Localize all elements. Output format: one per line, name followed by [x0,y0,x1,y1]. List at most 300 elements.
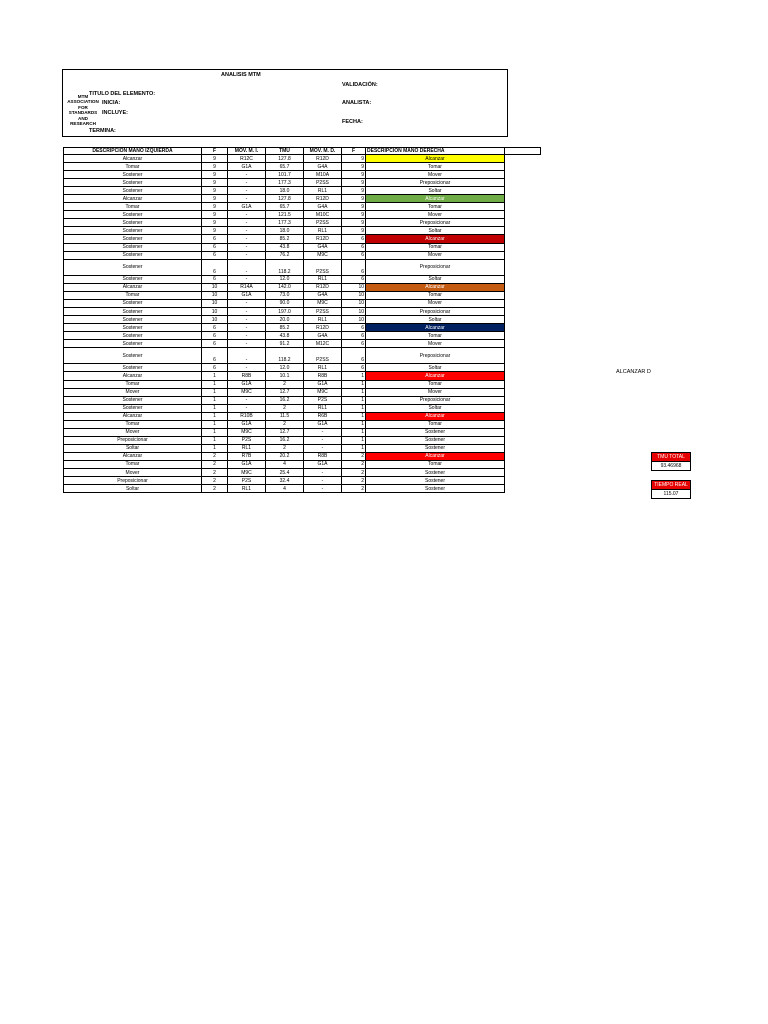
mov-mi-cell: - [228,227,266,235]
f-right-cell: 1 [342,436,366,444]
table-row [64,275,541,283]
f-right-cell: 6 [342,259,366,275]
right-hand-desc-cell: Soltar [366,227,505,235]
tmu-value-cell: 20.0 [266,316,304,324]
mov-md-cell: M12C [304,340,342,348]
f-left-cell: 1 [202,444,228,452]
mov-mi-cell: - [228,340,266,348]
mov-mi-cell: - [228,364,266,372]
blank-cell [505,412,541,420]
f-right-cell: 9 [342,203,366,211]
left-hand-desc-cell: Sostener [64,243,202,251]
mov-mi-cell: RL1 [228,444,266,452]
f-left-cell: 6 [202,340,228,348]
f-right-cell: 1 [342,428,366,436]
mov-mi-cell: G1A [228,380,266,388]
document-title: ANALISIS MTM [221,72,261,78]
f-left-cell: 1 [202,404,228,412]
blank-cell [505,155,541,163]
right-hand-desc-cell: Soltar [366,187,505,195]
f-right-cell: 9 [342,179,366,187]
table-row [64,299,541,307]
f-right-cell: 6 [342,364,366,372]
right-hand-desc-cell: Mover [366,299,505,307]
left-hand-desc-cell: Sostener [64,324,202,332]
table-row [64,227,541,235]
table-row [64,307,541,315]
f-right-cell: 1 [342,380,366,388]
tmu-value-cell: 4 [266,460,304,468]
mov-md-cell: G4A [304,163,342,171]
right-hand-desc-cell: Alcanzar [366,195,505,203]
blank-cell [505,324,541,332]
mov-mi-cell: - [228,235,266,243]
mov-md-cell: RL1 [304,404,342,412]
left-hand-desc-cell: Sostener [64,259,202,275]
tiempo-real-box [651,480,691,499]
table-row [64,195,541,203]
right-hand-desc-cell: Soltar [366,364,505,372]
f-right-cell: 9 [342,219,366,227]
tmu-value-cell: 18.0 [266,227,304,235]
right-hand-desc-cell: Sostener [366,428,505,436]
tmu-value-cell: 65.7 [266,203,304,211]
mov-md-cell: P2SS [304,348,342,364]
f-left-cell: 2 [202,477,228,485]
f-left-cell: 2 [202,469,228,477]
left-hand-desc-cell: Sostener [64,404,202,412]
mov-md-cell: - [304,444,342,452]
f-right-cell: 6 [342,235,366,243]
tmu-value-cell: 20.2 [266,452,304,460]
mov-md-cell: - [304,469,342,477]
blank-cell [505,332,541,340]
mov-md-cell: R12D [304,324,342,332]
mov-md-cell: M10A [304,171,342,179]
f-right-cell: 1 [342,420,366,428]
blank-cell [505,388,541,396]
fecha-label: FECHA: [342,119,363,125]
f-left-cell: 6 [202,324,228,332]
f-right-cell: 2 [342,477,366,485]
right-hand-desc-cell: Tomar [366,243,505,251]
f-left-cell: 10 [202,307,228,315]
right-hand-desc-cell: Tomar [366,203,505,211]
tmu-value-cell: 2 [266,420,304,428]
f-right-cell: 6 [342,340,366,348]
blank-cell [505,428,541,436]
table-row [64,340,541,348]
f-right-cell: 1 [342,444,366,452]
right-hand-desc-cell: Sostener [366,469,505,477]
blank-cell [505,316,541,324]
mov-md-cell: G1A [304,380,342,388]
table-row [64,485,541,493]
header-box [62,69,508,137]
table-row [64,324,541,332]
blank-cell [505,340,541,348]
f-right-cell: 2 [342,452,366,460]
left-hand-desc-cell: Tomar [64,291,202,299]
mov-mi-cell: - [228,299,266,307]
mov-md-cell: G4A [304,243,342,251]
mov-mi-cell: - [228,404,266,412]
f-left-cell: 6 [202,251,228,259]
table-row [64,187,541,195]
f-right-cell: 9 [342,171,366,179]
left-hand-desc-cell: Tomar [64,460,202,468]
f-right-cell: 6 [342,348,366,364]
tmu-value-cell: 177.3 [266,219,304,227]
f-right-cell: 6 [342,324,366,332]
right-hand-desc-cell: Alcanzar [366,324,505,332]
table-row [64,259,541,275]
mov-mi-cell: R10B [228,412,266,420]
f-left-cell: 1 [202,380,228,388]
tmu-value-cell: 12.7 [266,428,304,436]
col-header-tmu: TMU [266,148,304,155]
tmu-value-cell: 4 [266,485,304,493]
tmu-value-cell: 32.4 [266,477,304,485]
right-hand-desc-cell: Sostener [366,444,505,452]
right-hand-desc-cell: Preposicionar [366,179,505,187]
mov-md-cell: R12D [304,155,342,163]
left-hand-desc-cell: Sostener [64,227,202,235]
f-right-cell: 10 [342,307,366,315]
blank-cell [505,283,541,291]
blank-cell [505,203,541,211]
mov-mi-cell: - [228,324,266,332]
f-left-cell: 1 [202,388,228,396]
right-hand-desc-cell: Tomar [366,460,505,468]
f-left-cell: 9 [202,195,228,203]
table-row [64,388,541,396]
right-hand-desc-cell: Preposicionar [366,307,505,315]
f-left-cell: 1 [202,396,228,404]
f-right-cell: 2 [342,469,366,477]
left-hand-desc-cell: Alcanzar [64,372,202,380]
col-header-mov-md: MOV. M. D. [304,148,342,155]
tmu-value-cell: 101.7 [266,171,304,179]
right-hand-desc-cell: Mover [366,340,505,348]
blank-cell [505,364,541,372]
mov-mi-cell: M9C [228,469,266,477]
left-hand-desc-cell: Tomar [64,380,202,388]
mov-mi-cell: G1A [228,420,266,428]
right-hand-desc-cell: Preposicionar [366,396,505,404]
blank-cell [505,171,541,179]
blank-cell [505,227,541,235]
table-row [64,469,541,477]
table-row [64,171,541,179]
blank-cell [505,396,541,404]
left-hand-desc-cell: Preposicionar [64,436,202,444]
mov-md-cell: R8B [304,452,342,460]
mov-md-cell: M9C [304,251,342,259]
tmu-value-cell: 12.7 [266,388,304,396]
f-right-cell: 1 [342,396,366,404]
f-right-cell: 1 [342,388,366,396]
mov-md-cell: - [304,436,342,444]
table-row [64,436,541,444]
tmu-value-cell: 65.7 [266,163,304,171]
left-hand-desc-cell: Sostener [64,251,202,259]
f-left-cell: 9 [202,171,228,179]
mov-mi-cell: - [228,211,266,219]
blank-cell [505,195,541,203]
mov-md-cell: R8B [304,372,342,380]
col-header-blank [505,148,541,155]
tmu-value-cell: 2 [266,444,304,452]
mov-mi-cell: - [228,187,266,195]
mov-mi-cell: P2S [228,436,266,444]
f-left-cell: 6 [202,259,228,275]
blank-cell [505,187,541,195]
f-right-cell: 9 [342,187,366,195]
f-left-cell: 2 [202,452,228,460]
left-hand-desc-cell: Alcanzar [64,283,202,291]
mov-mi-cell: - [228,219,266,227]
col-header-f-left: F [202,148,228,155]
mov-mi-cell: R14A [228,283,266,291]
mov-md-cell: RL1 [304,316,342,324]
tmu-value-cell: 25.4 [266,469,304,477]
blank-cell [505,404,541,412]
mov-md-cell: M10C [304,211,342,219]
col-header-right-desc: DESCRIPCION MANO DERECHA [366,148,505,155]
tmu-value-cell: 73.0 [266,291,304,299]
mov-mi-cell: G1A [228,291,266,299]
tmu-value-cell: 118.2 [266,259,304,275]
tmu-value-cell: 43.8 [266,332,304,340]
col-header-f-right: F [342,148,366,155]
left-hand-desc-cell: Sostener [64,364,202,372]
table-row [64,155,541,163]
f-left-cell: 9 [202,219,228,227]
f-left-cell: 10 [202,316,228,324]
table-row [64,412,541,420]
blank-cell [505,452,541,460]
table-row [64,452,541,460]
f-right-cell: 9 [342,211,366,219]
mov-md-cell: G4A [304,291,342,299]
right-hand-desc-cell: Tomar [366,163,505,171]
mov-md-cell: RL1 [304,227,342,235]
f-left-cell: 1 [202,436,228,444]
right-hand-desc-cell: Preposicionar [366,219,505,227]
mov-md-cell: R12D [304,283,342,291]
tmu-value-cell: 16.2 [266,396,304,404]
mov-mi-cell: - [228,316,266,324]
f-right-cell: 10 [342,299,366,307]
mov-md-cell: G4A [304,332,342,340]
mov-mi-cell: - [228,179,266,187]
tmu-value-cell: 2 [266,380,304,388]
table-row [64,460,541,468]
left-hand-desc-cell: Tomar [64,420,202,428]
f-left-cell: 2 [202,485,228,493]
mov-md-cell: RL1 [304,275,342,283]
incluye-label: INCLUYE: [102,110,128,116]
f-right-cell: 9 [342,227,366,235]
mov-mi-cell: - [228,396,266,404]
tmu-value-cell: 85.2 [266,235,304,243]
right-hand-desc-cell: Preposicionar [366,259,505,275]
mov-md-cell: R12D [304,195,342,203]
f-left-cell: 6 [202,364,228,372]
table-row [64,163,541,171]
mov-md-cell: - [304,428,342,436]
mov-mi-cell: G1A [228,460,266,468]
left-hand-desc-cell: Mover [64,388,202,396]
f-left-cell: 9 [202,163,228,171]
inicia-label: INICIA: [102,100,121,106]
blank-cell [505,460,541,468]
tmu-value-cell: 18.0 [266,187,304,195]
mov-mi-cell: - [228,171,266,179]
blank-cell [505,251,541,259]
table-row [64,291,541,299]
left-hand-desc-cell: Sostener [64,187,202,195]
f-left-cell: 9 [202,187,228,195]
left-hand-desc-cell: Alcanzar [64,412,202,420]
f-left-cell: 9 [202,179,228,187]
mtm-analysis-table [63,147,541,493]
table-row [64,380,541,388]
mov-mi-cell: M9C [228,428,266,436]
f-right-cell: 6 [342,275,366,283]
right-hand-desc-cell: Sostener [366,485,505,493]
right-hand-desc-cell: Mover [366,211,505,219]
right-hand-desc-cell: Soltar [366,316,505,324]
mov-md-cell: RL1 [304,364,342,372]
tmu-value-cell: 118.2 [266,348,304,364]
mov-mi-cell: P2S [228,477,266,485]
tmu-value-cell: 197.0 [266,307,304,315]
tmu-value-cell: 12.0 [266,364,304,372]
right-hand-desc-cell: Soltar [366,404,505,412]
tmu-total-value: 93.46968 [651,462,691,471]
right-hand-desc-cell: Soltar [366,275,505,283]
f-left-cell: 1 [202,420,228,428]
f-left-cell: 6 [202,243,228,251]
f-left-cell: 9 [202,155,228,163]
table-row [64,348,541,364]
mov-mi-cell: - [228,259,266,275]
tmu-value-cell: 142.0 [266,283,304,291]
tiempo-real-label: TIEMPO REAL [651,480,691,490]
mov-mi-cell: M9C [228,388,266,396]
f-right-cell: 6 [342,243,366,251]
table-row [64,211,541,219]
left-hand-desc-cell: Sostener [64,396,202,404]
right-hand-desc-cell: Alcanzar [366,235,505,243]
table-row [64,203,541,211]
blank-cell [505,179,541,187]
right-hand-desc-cell: Tomar [366,420,505,428]
left-hand-desc-cell: Sostener [64,299,202,307]
right-hand-desc-cell: Alcanzar [366,412,505,420]
table-row [64,364,541,372]
table-row [64,251,541,259]
f-right-cell: 2 [342,460,366,468]
table-row [64,372,541,380]
left-hand-desc-cell: Sostener [64,307,202,315]
f-left-cell: 10 [202,299,228,307]
left-hand-desc-cell: Sostener [64,316,202,324]
left-hand-desc-cell: Sostener [64,275,202,283]
mov-md-cell: - [304,485,342,493]
mov-mi-cell: - [228,243,266,251]
table-row [64,219,541,227]
f-left-cell: 1 [202,412,228,420]
tmu-value-cell: 85.2 [266,324,304,332]
mov-mi-cell: G1A [228,203,266,211]
f-left-cell: 9 [202,211,228,219]
mov-md-cell: RL1 [304,187,342,195]
blank-cell [505,485,541,493]
left-hand-desc-cell: Sostener [64,348,202,364]
f-right-cell: 9 [342,195,366,203]
table-row [64,444,541,452]
f-left-cell: 10 [202,283,228,291]
titulo-label: TITULO DEL ELEMENTO: [89,91,156,97]
tmu-value-cell: 127.8 [266,195,304,203]
f-left-cell: 9 [202,227,228,235]
right-hand-desc-cell: Preposicionar [366,348,505,364]
alcanzar-d-note: ALCANZAR D [616,369,651,375]
mov-md-cell: - [304,477,342,485]
left-hand-desc-cell: Soltar [64,444,202,452]
blank-cell [505,380,541,388]
tmu-value-cell: 177.3 [266,179,304,187]
table-row [64,243,541,251]
blank-cell [505,307,541,315]
blank-cell [505,163,541,171]
termina-label: TERMINA: [89,128,116,134]
left-hand-desc-cell: Mover [64,469,202,477]
tmu-value-cell: 91.2 [266,340,304,348]
left-hand-desc-cell: Mover [64,428,202,436]
f-left-cell: 9 [202,203,228,211]
left-hand-desc-cell: Sostener [64,219,202,227]
tmu-value-cell: 76.2 [266,251,304,259]
left-hand-desc-cell: Tomar [64,203,202,211]
f-right-cell: 10 [342,291,366,299]
blank-cell [505,469,541,477]
tmu-value-cell: 127.8 [266,155,304,163]
mov-mi-cell: - [228,251,266,259]
tmu-value-cell: 2 [266,404,304,412]
mov-mi-cell: R12C [228,155,266,163]
blank-cell [505,243,541,251]
f-left-cell: 6 [202,348,228,364]
table-row [64,420,541,428]
mov-md-cell: R6B [304,412,342,420]
right-hand-desc-cell: Mover [366,171,505,179]
right-hand-desc-cell: Mover [366,388,505,396]
right-hand-desc-cell: Alcanzar [366,372,505,380]
tmu-value-cell: 16.2 [266,436,304,444]
mov-md-cell: M9C [304,299,342,307]
f-right-cell: 9 [342,155,366,163]
f-right-cell: 1 [342,372,366,380]
f-left-cell: 1 [202,372,228,380]
mov-md-cell: R12D [304,235,342,243]
f-right-cell: 1 [342,404,366,412]
mov-mi-cell: - [228,307,266,315]
blank-cell [505,372,541,380]
